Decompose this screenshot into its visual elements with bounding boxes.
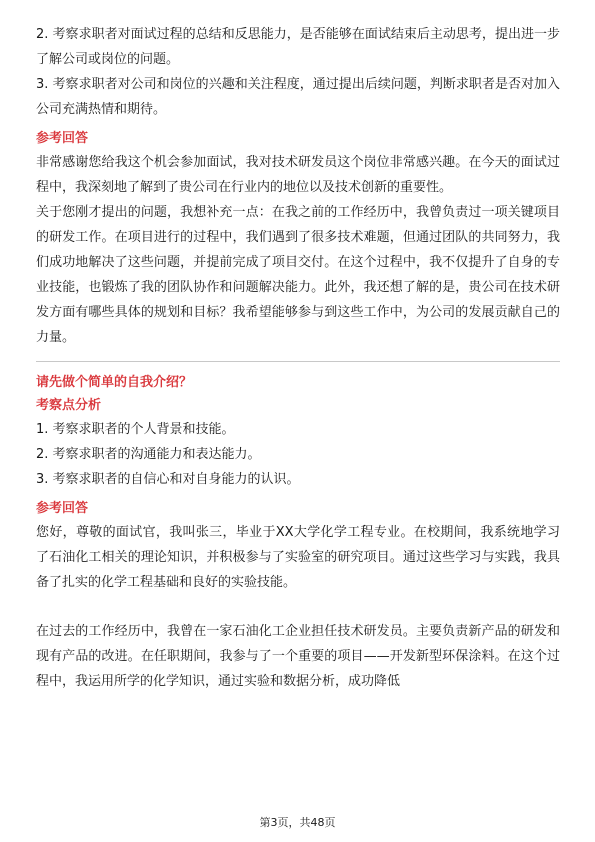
page-content [36, 22, 560, 694]
reference-answer-paragraph: 关于您刚才提出的问题，我想补充一点：在我之前的工作经历中，我曾负责过一项关键项目的研发工作。在项目进行的过程中，我们遇到了很多技术难题，但通过团队的共同努力，我们成功地解决了这些问题，并提前完成了项目交付。在这个过程中，我不仅提升了自身的专业技能，也锻炼了我的团队协作和问题解决能力。此外，我还想了解的是，贵公司在技术研发方面有哪些具体的规划和目标？我希望能够参与到这些工作中，为公司的发展贡献自己的力量。 [36, 205, 560, 345]
analysis-point-3: 3. 考察求职者对公司和岗位的兴趣和关注程度，通过提出后续问题，判断求职者是否对加入公司充满热情和期待。 [36, 77, 560, 117]
reference-answer-paragraph: 非常感谢您给我这个机会参加面试，我对技术研发员这个岗位非常感兴趣。在今天的面试过程中，我深刻地了解到了贵公司在行业内的地位以及技术创新的重要性。 [36, 155, 560, 195]
reference-answer-paragraph: 您好，尊敬的面试官，我叫张三，毕业于XX大学化学工程专业。在校期间，我系统地学习了石油化工相关的理论知识，并积极参与了实验室的研究项目。通过这些学习与实践，我具备了扎实的化学工程基础和良好的实验技能。 [36, 525, 560, 590]
page-number: 第3页，共48页 [259, 816, 336, 829]
reference-answer-paragraph: 在过去的工作经历中，我曾在一家石油化工企业担任技术研发员。主要负责新产品的研发和现有产品的改进。在任职期间，我参与了一个重要的项目——开发新型环保涂料。在这个过程中，我运用所学的化学知识，通过实验和数据分析，成功降低 [36, 624, 560, 689]
analysis-point-2: 2. 考察求职者的沟通能力和表达能力。 [36, 447, 261, 462]
reference-answer-heading: 参考回答 [36, 131, 89, 146]
analysis-heading: 考察点分析 [36, 398, 102, 413]
question-title: 请先做个简单的自我介绍？ [36, 375, 193, 390]
analysis-point-2: 2. 考察求职者对面试过程的总结和反思能力，是否能够在面试结束后主动思考，提出进一步了解公司或岗位的问题。 [36, 27, 560, 67]
analysis-point-1: 1. 考察求职者的个人背景和技能。 [36, 422, 235, 437]
analysis-point-3: 3. 考察求职者的自信心和对自身能力的认识。 [36, 472, 300, 487]
section-divider [36, 361, 560, 362]
reference-answer-heading: 参考回答 [36, 501, 89, 516]
